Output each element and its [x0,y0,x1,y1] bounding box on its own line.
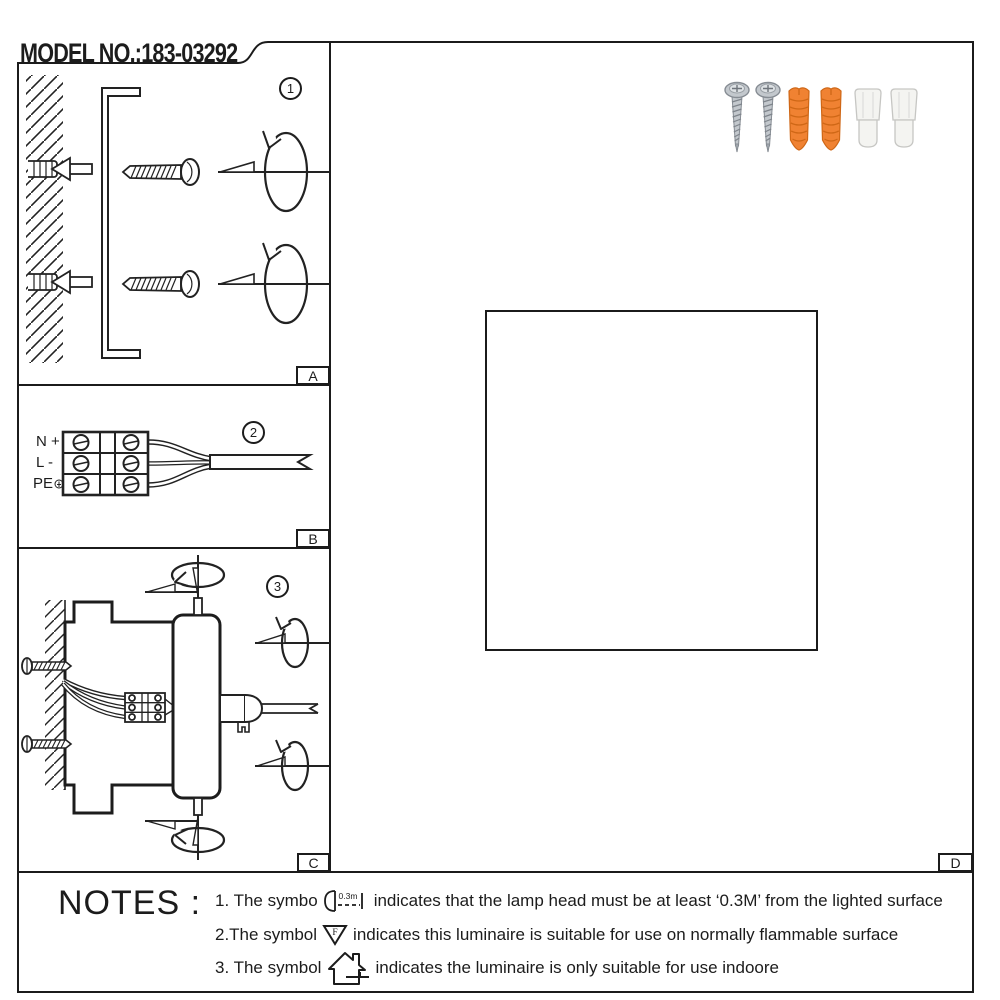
svg-text:0.3m: 0.3m [338,891,358,901]
screw-photo-icon [725,83,749,153]
step-number: 2 [249,425,258,440]
rotation-arrow-icon [255,617,330,667]
fixture-body [173,615,220,798]
panel-b-label: B [296,529,330,548]
min-distance-symbol-icon [323,888,369,914]
step-3-badge [266,575,289,598]
rotation-arrow-icon [145,815,224,860]
panel-d-label: D [938,853,973,872]
flammable-surface-symbol-icon [322,923,348,947]
supply-wires [148,442,212,485]
note-item-2 [215,922,898,948]
wire-nut-photo-icon [891,89,917,147]
note-1-text: indicates that the lamp head must be at least ‘0.3M’ from the lighted surface [373,891,943,910]
note-2-text: indicates this luminaire is suitable for use on normally flammable surface [353,925,899,944]
terminal-label-earth: PE [33,475,64,492]
mounting-template-square [485,310,818,651]
wall-hatch [45,600,65,790]
step-number: 3 [273,579,282,594]
wall-plug-photo-icon [789,88,809,150]
mains-cable [210,455,310,469]
screw-photo-icon [756,83,780,153]
wall-hatch [26,75,63,363]
rotation-arrow-icon [255,740,330,790]
svg-text:F: F [332,928,338,938]
panel-d-parts-and-template [330,42,973,872]
terminal-label-neutral: N + [36,433,60,450]
notes-section [18,872,972,992]
note-1-prefix: 1. The symbo [215,891,318,910]
panel-a-label: A [296,366,330,385]
fixing-post-top [194,598,202,615]
fixing-post-bottom [194,798,202,815]
wiring-diagram [18,385,330,548]
indoor-use-symbol-icon [326,949,370,987]
cable-gland [220,695,318,732]
wire-nut-photo-icon [855,89,881,147]
terminal-label-live: L - [36,454,53,471]
mounting-screw-icon [123,271,199,297]
note-3-text: indicates the luminaire is only suitable for use indoore [375,958,779,977]
terminal-block [63,432,148,495]
included-hardware [715,78,925,160]
wall-plug-photo-icon [821,88,841,150]
panel-step1-bracket-mounting [18,63,330,385]
mounting-screw-icon [123,159,199,185]
rotation-arrow-icon [218,243,330,323]
note-item-3 [215,948,779,988]
earth-symbol-icon [54,479,64,489]
panel-step2-wiring [18,385,330,548]
rotation-arrow-icon [218,131,330,211]
model-number-title: MODEL NO.:183-03292 [20,38,238,68]
notes-heading: NOTES : [58,884,202,922]
panel-c-label: C [297,853,330,872]
bracket-mounting-diagram [18,63,330,385]
step-2-badge [242,421,265,444]
panel-step3-fixture-attachment [18,548,330,872]
fixture-side-view-diagram [18,548,330,872]
note-3-prefix: 3. The symbol [215,958,322,977]
note-2-prefix: 2.The symbol [215,925,318,944]
rotation-arrow-icon [145,555,224,598]
step-number: 1 [286,81,295,96]
step-1-badge [279,77,302,100]
note-item-1 [215,888,943,914]
mounting-bracket [102,88,140,358]
